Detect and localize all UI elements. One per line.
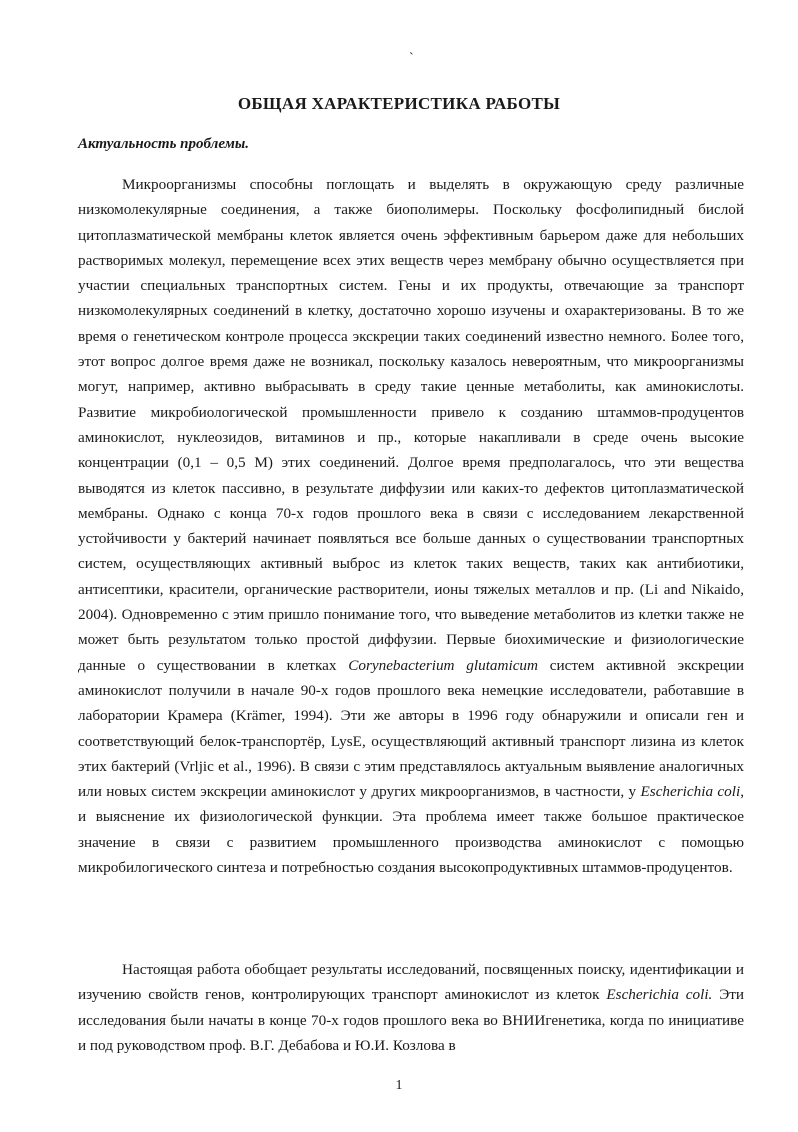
page-title: ОБЩАЯ ХАРАКТЕРИСТИКА РАБОТЫ [237,94,561,113]
paragraph-1-text-c: , и выяснение их физиологической функции. Эта проблема имеет также большое практическое значение в связи с развитием промышленного производства аминокислот с помощью микробилогического синтеза и потребностью создания высокопродуктивных штаммов-продуцентов. [78,783,744,877]
page-number: 1 [395,1078,403,1093]
paragraph-1-text-a: Микроорганизмы способны поглощать и выделять в окружающую среду различные низкомолекулярные соединения, а также биополимеры. Поскольку фосфолипидный бислой цитоплазматической мембраны клеток является очень эффективным барьером даже для небольших растворимых молекул, перемещение всех этих веществ через мембрану обычно осуществляется при участии специальных транспортных систем. Гены и их продукты, отвечающие за транспорт низкомолекулярных соединений в клетку, достаточно хорошо изучены и охарактеризованы. В то же время о генетическом контроле процесса экскреции таких соединений известно немного. Более того, этот вопрос долгое время даже не возникал, поскольку казалось невероятным, что микроорганизмы могут, например, активно выбрасывать в среду такие ценные метаболиты, как аминокислоты. Развитие микробиологической промышленности привело к созданию штаммов-продуцентов аминокислот, нуклеозидов, витаминов и пр., которые накапливали в среде очень высокие концентрации (0,1 – 0,5 М) этих соединений. Долгое время предполагалось, что эти вещества выводятся из клеток пассивно, в результате диффузии или каких-то дефектов цитоплазматической мембраны. Однако с конца 70-х годов прошлого века в связи с исследованием лекарственной устойчивости у бактерий начинает появляться все больше данных о существовании транспортных систем, осуществляющих активный выброс из клеток таких веществ, таких как антибиотики, антисептики, красители, органические растворители, ионы тяжелых металлов и пр. (Li and Nikaido, 2004). Одновременно с этим пришло понимание того, что выведение метаболитов из клетки также не может быть результатом только простой диффузии. Первые биохимические и физиологические данные о существовании в клетках [78,176,744,674]
species-name: Escherichia coli [640,783,741,801]
paragraph-1 [78,172,744,880]
paragraph-2 [78,957,744,1058]
paragraph-2-text-a: Настоящая работа обобщает результаты исследований, посвященных поиску, идентификации и изучению свойств генов, контролирующих транспорт аминокислот из клеток [78,961,744,1004]
paragraph-2-text-b: Эти исследования были начаты в конце 70-х годов прошлого века во ВНИИгенетика, когда по инициативе и под руководством проф. В.Г. Дебабова и Ю.И. Козлова в [78,986,744,1054]
scan-mark: ` [409,51,414,66]
species-name: Corynebacterium glutamicum [348,656,538,674]
paragraph-1-text-b: систем активной экскреции аминокислот получили в начале 90-х годов прошлого века немецкие исследователи, работавшие в лаборатории Крамера (Krämer, 1994). Эти же авторы в 1996 году обнаружили и описали ген и соответствующий белок-транспортёр, LysE, осуществляющий активный транспорт лизина из клеток этих бактерий (Vrljic et al., 1996). В связи с этим представлялось актуальным выявление аналогичных или новых систем экскреции аминокислот у других микроорганизмов, в частности, у [78,656,744,801]
species-name: Escherichia coli. [606,986,713,1004]
section-heading: Актуальность проблемы. [78,136,250,152]
